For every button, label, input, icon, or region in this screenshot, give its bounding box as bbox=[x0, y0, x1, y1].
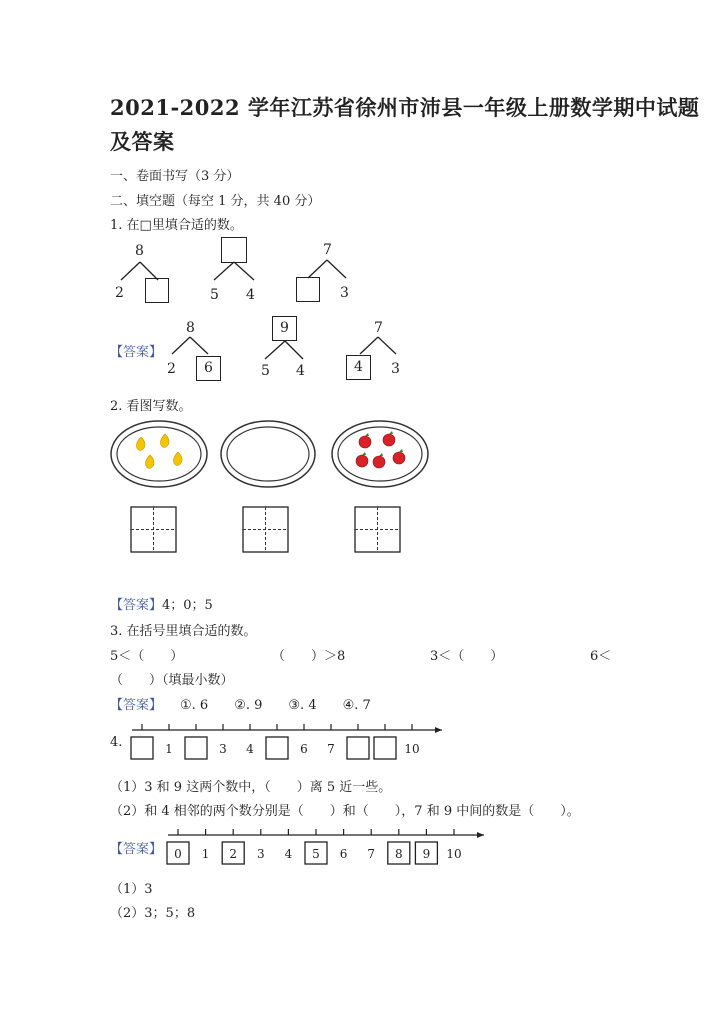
q2-answer-label: 【答案】 bbox=[110, 598, 163, 613]
q4-ans-tick-label: 3 bbox=[256, 847, 265, 861]
q3-blank-4-start: 6＜ bbox=[590, 649, 612, 664]
q1-tree2-right: 4 bbox=[246, 287, 255, 303]
q4-ans-tick-label: 7 bbox=[367, 847, 376, 861]
q2-text: 2. 看图写数。 bbox=[110, 399, 192, 414]
q3-blank-3[interactable]: 3＜（ ） bbox=[430, 649, 504, 664]
q4-tick-label: 7 bbox=[327, 742, 335, 756]
q4-ans-tick-label: 9 bbox=[422, 847, 431, 861]
q4-tick-label: 1 bbox=[165, 742, 173, 756]
q3-blank-4[interactable]: （ ）（填最小数） bbox=[110, 673, 234, 688]
q4-answer-label: 【答案】 bbox=[110, 842, 163, 857]
q3-blank-2[interactable]: （ ）＞8 bbox=[272, 649, 346, 664]
q1-ans-tree3-top: 7 bbox=[374, 320, 383, 336]
q4-tick-label: 3 bbox=[219, 742, 227, 756]
q1-tree1-top: 8 bbox=[135, 243, 144, 259]
q1-ans-tree1-top: 8 bbox=[186, 320, 195, 336]
q4-answer-sub1: （1）3 bbox=[110, 882, 153, 897]
q1-ans-tree3-right: 3 bbox=[391, 361, 400, 377]
q4-tick-label: 6 bbox=[300, 742, 308, 756]
q4-ans-tick-label: 5 bbox=[312, 847, 320, 861]
q1-tree3-right: 3 bbox=[340, 285, 349, 301]
section-2-heading: 二、填空题（每空 1 分，共 40 分） bbox=[110, 194, 321, 209]
title-line-1: 2021-2022 学年江苏省徐州市沛县一年级上册数学期中试题 bbox=[110, 95, 700, 120]
q4-sub2: （2）和 4 相邻的两个数分别是（ ）和（ ），7 和 9 中间的数是（ ）。 bbox=[110, 804, 580, 819]
q1-ans-tree2-right: 4 bbox=[296, 363, 305, 379]
q1-ans-tree2-left: 5 bbox=[261, 363, 270, 379]
q3-answer-label: 【答案】 bbox=[110, 698, 163, 713]
q4-ans-tick-label: 8 bbox=[394, 847, 403, 861]
q4-ans-arrow bbox=[477, 832, 484, 838]
q4-tick-label: 4 bbox=[246, 742, 254, 756]
q1-ans-tree1-left: 2 bbox=[167, 361, 176, 377]
q1-answer-label: 【答案】 bbox=[110, 345, 163, 360]
q4-ans-tick-label: 6 bbox=[339, 847, 348, 861]
q4-ans-tick-label: 10 bbox=[446, 847, 462, 861]
section-1-heading: 一、卷面书写（3 分） bbox=[110, 169, 240, 184]
q4-sub1: （1）3 和 9 这两个数中，（ ）离 5 近一些。 bbox=[110, 780, 392, 795]
title-line-2: 及答案 bbox=[110, 129, 175, 154]
q4-ans-tick-label: 2 bbox=[229, 847, 238, 861]
q1-tree2-left: 5 bbox=[210, 287, 219, 303]
q4-ans-tick-label: 1 bbox=[201, 847, 210, 861]
q4-tick-label: 10 bbox=[404, 742, 420, 756]
q1-text: 1. 在□里填合适的数。 bbox=[110, 218, 243, 233]
q2-answer-value: 4；0；5 bbox=[162, 598, 213, 613]
q1-ans-tree3-left-box: 4 bbox=[346, 355, 371, 380]
q1-tree1-left: 2 bbox=[115, 285, 124, 301]
q1-tree3-top: 7 bbox=[323, 242, 332, 258]
q4-ans-tick-label: 4 bbox=[284, 847, 293, 861]
q3-blank-1[interactable]: 5＜（ ） bbox=[110, 649, 184, 664]
q1-ans-tree1-right-box: 6 bbox=[196, 356, 221, 381]
q4-answer-sub2: （2）3；5；8 bbox=[110, 906, 196, 921]
q4-ans-tick-label: 0 bbox=[174, 847, 182, 861]
q1-ans-tree2-top-box: 9 bbox=[272, 316, 297, 341]
q4-label: 4. bbox=[110, 735, 123, 750]
q3-text: 3. 在括号里填合适的数。 bbox=[110, 624, 257, 639]
q3-answer-value: ①. 6 ②. 9 ③. 4 ④. 7 bbox=[180, 698, 371, 713]
